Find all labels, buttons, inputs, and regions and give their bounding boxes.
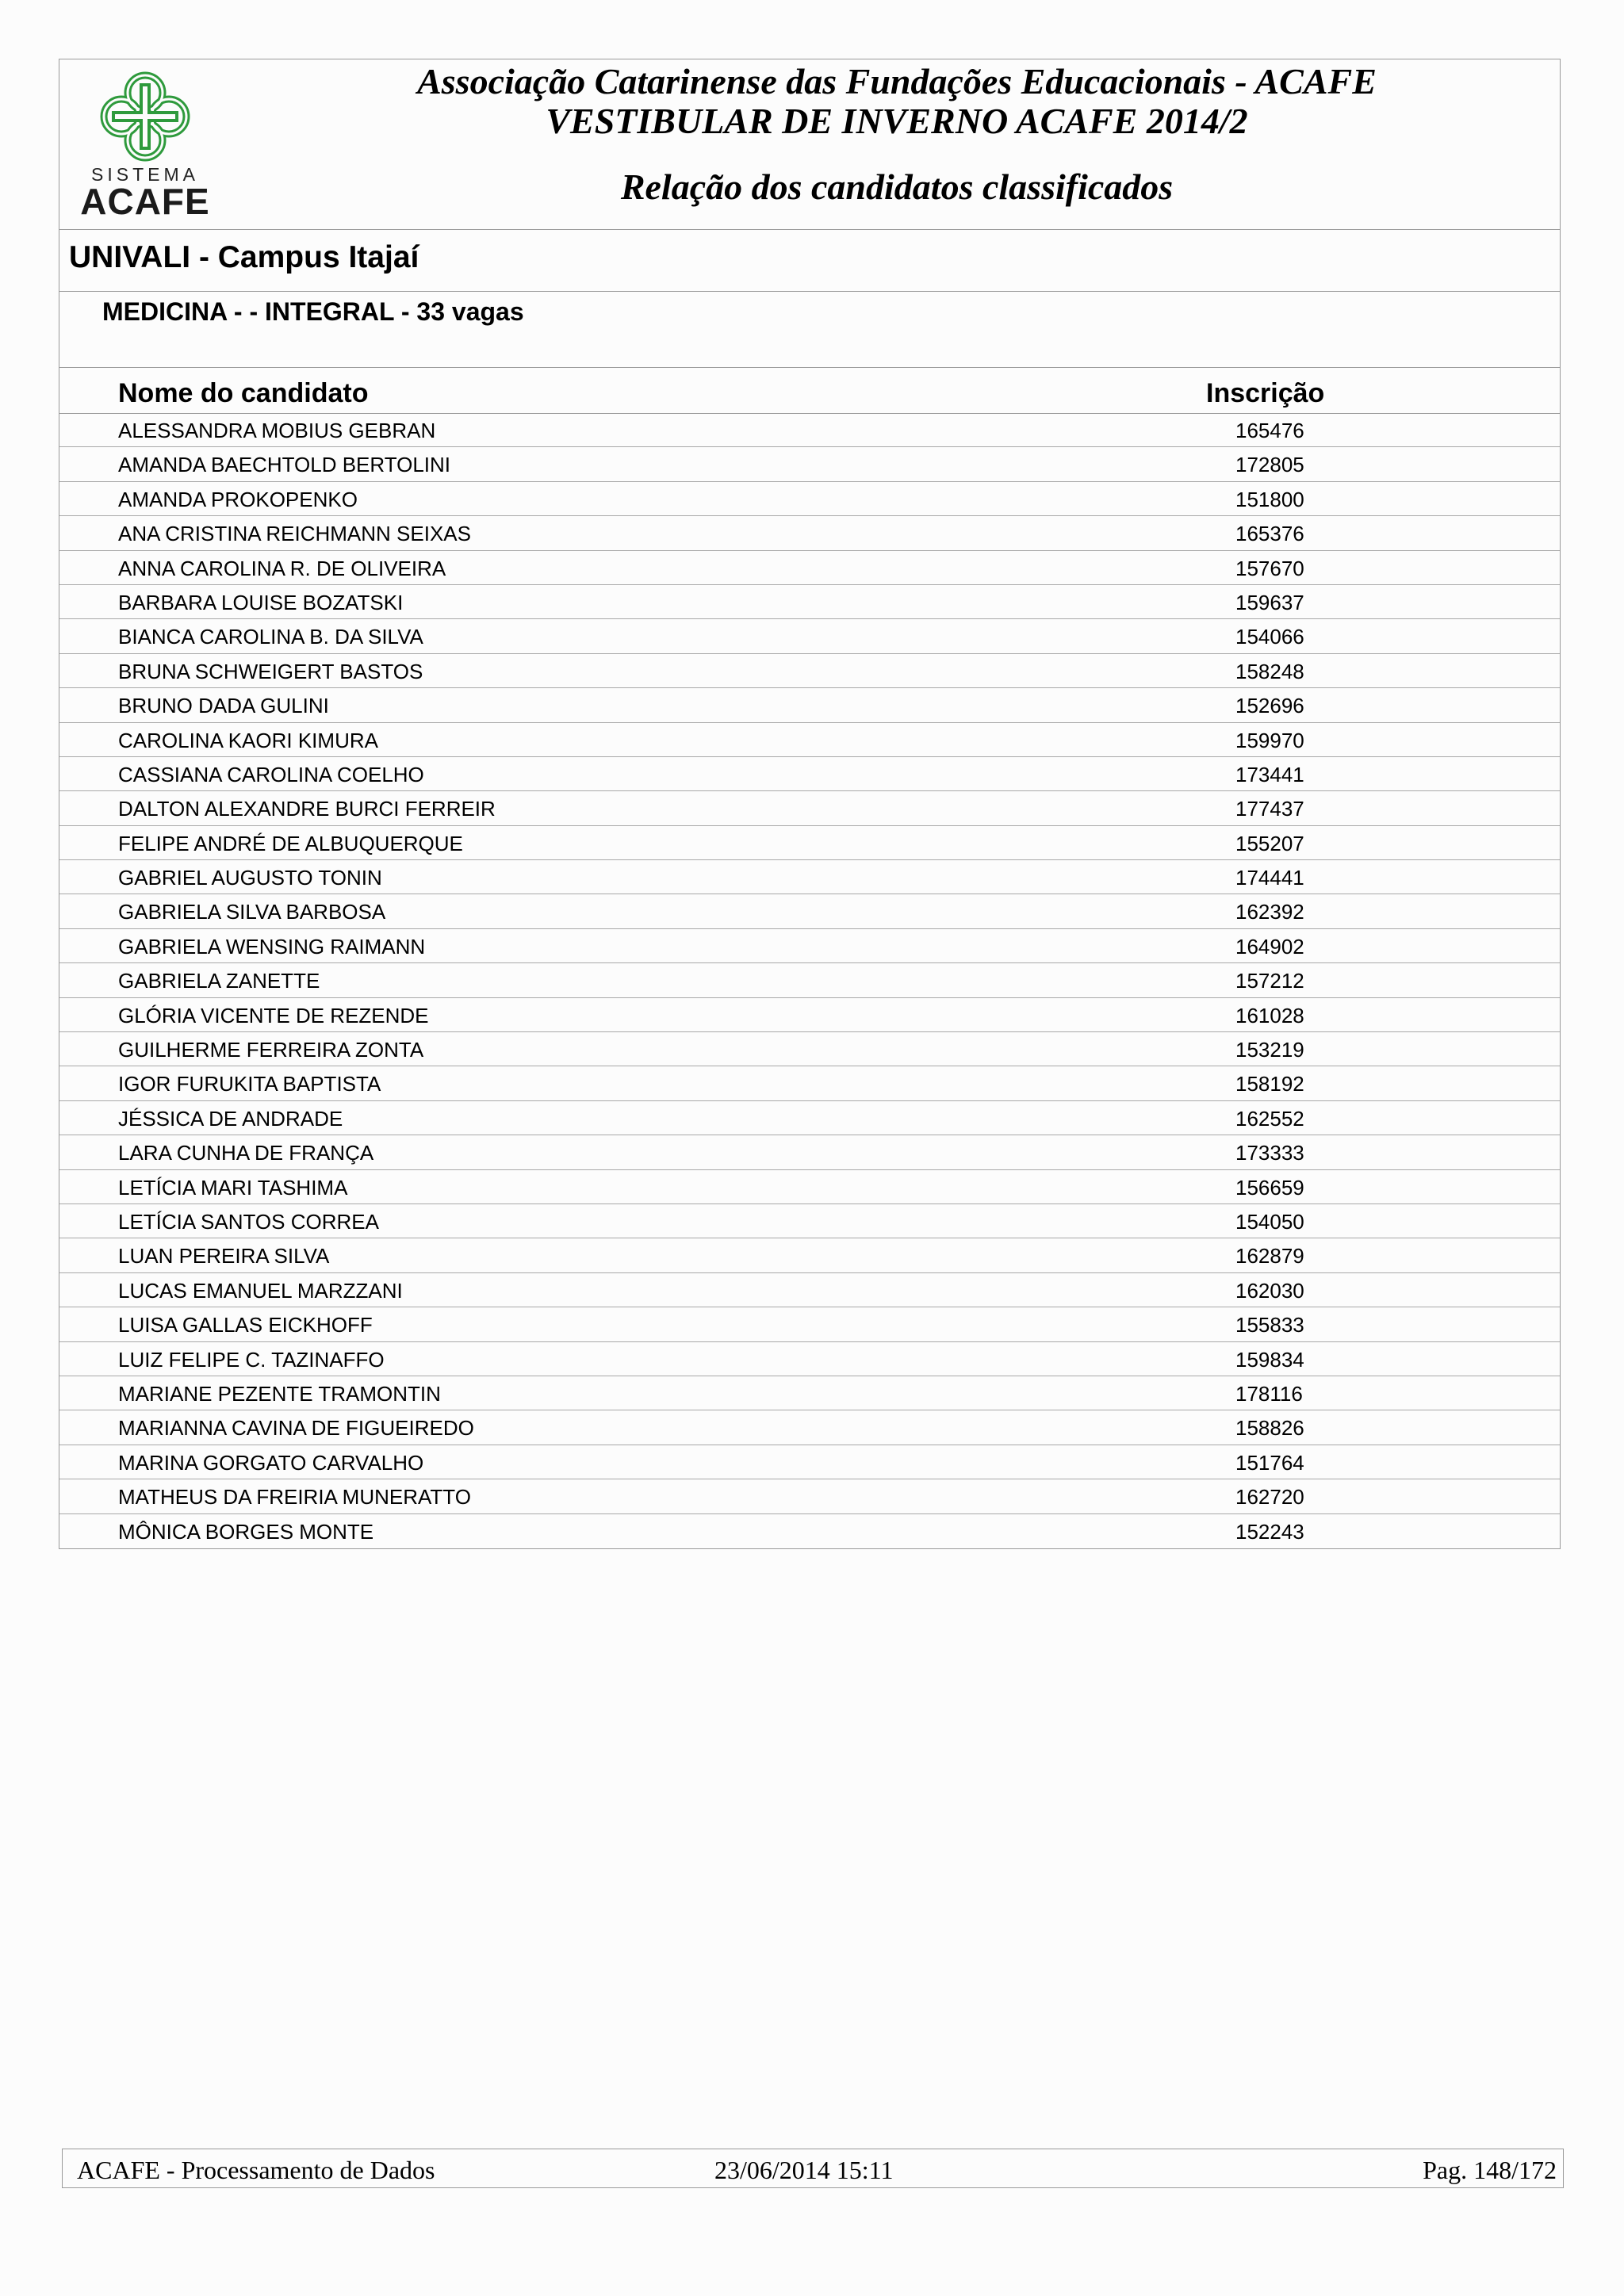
candidate-name: MATHEUS DA FREIRIA MUNERATTO	[118, 1485, 471, 1510]
table-row	[59, 1032, 1560, 1066]
table-row	[59, 688, 1560, 722]
course-name: MEDICINA - - INTEGRAL - 33 vagas	[102, 297, 524, 326]
candidate-name: ANA CRISTINA REICHMANN SEIXAS	[118, 522, 471, 546]
candidate-name: ANNA CAROLINA R. DE OLIVEIRA	[118, 556, 446, 580]
table-row	[59, 654, 1560, 688]
candidate-inscricao: 159834	[1235, 1347, 1304, 1372]
table-row	[59, 585, 1560, 619]
table-row	[59, 894, 1560, 928]
candidate-inscricao: 153219	[1235, 1038, 1304, 1062]
candidate-name: BRUNO DADA GULINI	[118, 694, 329, 718]
logo-sistema-text: SISTEMA	[91, 164, 199, 185]
table-row	[59, 619, 1560, 653]
candidates-table	[59, 413, 1560, 1548]
candidate-inscricao: 162720	[1235, 1485, 1304, 1510]
footer-page-number: Pag. 148/172	[1423, 2156, 1557, 2184]
table-row	[59, 1204, 1560, 1238]
candidate-name: LUAN PEREIRA SILVA	[118, 1244, 330, 1269]
table-row	[59, 963, 1560, 997]
logo-acafe-text: ACAFE	[80, 181, 210, 222]
candidate-inscricao: 173333	[1235, 1141, 1304, 1165]
table-row	[59, 826, 1560, 860]
candidate-name: LUISA GALLAS EICKHOFF	[118, 1313, 373, 1337]
table-row	[59, 929, 1560, 963]
candidate-inscricao: 152696	[1235, 694, 1304, 718]
column-header-inscricao: Inscrição	[1206, 378, 1325, 408]
footer-department: ACAFE - Processamento de Dados	[77, 2156, 435, 2184]
candidate-name: BARBARA LOUISE BOZATSKI	[118, 590, 404, 614]
candidate-inscricao: 159637	[1235, 590, 1304, 614]
candidate-name: GUILHERME FERREIRA ZONTA	[118, 1038, 424, 1062]
candidate-inscricao: 165376	[1235, 522, 1304, 546]
candidate-name: LETÍCIA SANTOS CORREA	[118, 1209, 379, 1234]
candidate-name: GABRIELA WENSING RAIMANN	[118, 934, 426, 959]
table-row	[59, 1479, 1560, 1513]
candidate-inscricao: 174441	[1235, 866, 1304, 890]
candidate-inscricao: 157670	[1235, 556, 1304, 580]
candidate-name: GABRIELA ZANETTE	[118, 969, 320, 993]
table-row	[59, 1342, 1560, 1376]
page-footer	[62, 2149, 1564, 2188]
candidate-inscricao: 164902	[1235, 934, 1304, 959]
candidate-inscricao: 156659	[1235, 1175, 1304, 1200]
table-row	[59, 516, 1560, 550]
footer-timestamp: 23/06/2014 15:11	[714, 2156, 894, 2184]
candidate-name: MARIANE PEZENTE TRAMONTIN	[118, 1381, 441, 1406]
candidate-inscricao: 154066	[1235, 625, 1304, 649]
table-row	[59, 413, 1560, 447]
exam-title: VESTIBULAR DE INVERNO ACAFE 2014/2	[546, 101, 1248, 141]
candidate-name: DALTON ALEXANDRE BURCI FERREIR	[118, 797, 496, 821]
candidate-name: BIANCA CAROLINA B. DA SILVA	[118, 625, 423, 649]
table-row	[59, 551, 1560, 585]
candidate-inscricao: 177437	[1235, 797, 1304, 821]
candidate-name: AMANDA PROKOPENKO	[118, 487, 358, 511]
institution-title: Associação Catarinense das Fundações Educacionais - ACAFE	[417, 61, 1377, 101]
candidate-name: GLÓRIA VICENTE DE REZENDE	[118, 1003, 429, 1027]
candidate-inscricao: 151800	[1235, 487, 1304, 511]
candidate-name: LETÍCIA MARI TASHIMA	[118, 1175, 348, 1200]
candidate-inscricao: 172805	[1235, 453, 1304, 477]
candidate-inscricao: 178116	[1235, 1381, 1303, 1406]
candidate-name: IGOR FURUKITA BAPTISTA	[118, 1072, 381, 1096]
table-row	[59, 447, 1560, 481]
candidate-inscricao: 151764	[1235, 1450, 1304, 1475]
candidate-inscricao: 173441	[1235, 762, 1304, 786]
candidate-inscricao: 157212	[1235, 969, 1304, 993]
course-row	[59, 291, 1560, 368]
table-row	[59, 1376, 1560, 1410]
table-row	[59, 1445, 1560, 1479]
list-title: Relação dos candidatos classificados	[620, 166, 1174, 207]
candidate-inscricao: 162552	[1235, 1106, 1304, 1131]
candidate-inscricao: 162879	[1235, 1244, 1304, 1269]
table-row	[59, 998, 1560, 1032]
table-row	[59, 1514, 1560, 1548]
table-row	[59, 1307, 1560, 1341]
document-header	[59, 59, 1560, 230]
table-row	[59, 860, 1560, 894]
campus-row	[59, 229, 1560, 292]
acafe-emblem-icon	[94, 69, 197, 164]
candidate-name: GABRIELA SILVA BARBOSA	[118, 900, 386, 924]
candidate-inscricao: 158248	[1235, 659, 1304, 683]
candidate-name: CAROLINA KAORI KIMURA	[118, 728, 378, 752]
candidate-name: MARINA GORGATO CARVALHO	[118, 1450, 424, 1475]
candidate-inscricao: 161028	[1235, 1003, 1304, 1027]
candidate-inscricao: 159970	[1235, 728, 1304, 752]
column-header-name: Nome do candidato	[118, 378, 369, 408]
table-row	[59, 1410, 1560, 1445]
candidate-inscricao: 155833	[1235, 1313, 1304, 1337]
table-row	[59, 723, 1560, 757]
candidate-name: LUCAS EMANUEL MARZZANI	[118, 1278, 403, 1303]
candidate-name: AMANDA BAECHTOLD BERTOLINI	[118, 453, 451, 477]
candidate-name: LARA CUNHA DE FRANÇA	[118, 1141, 374, 1165]
table-row	[59, 1135, 1560, 1169]
candidate-inscricao: 154050	[1235, 1209, 1304, 1234]
acafe-logo	[74, 69, 216, 220]
table-row	[59, 1170, 1560, 1204]
table-row	[59, 1101, 1560, 1135]
candidate-name: MÔNICA BORGES MONTE	[118, 1519, 374, 1544]
candidate-name: CASSIANA CAROLINA COELHO	[118, 762, 424, 786]
table-header	[59, 367, 1560, 414]
candidate-name: JÉSSICA DE ANDRADE	[118, 1106, 343, 1131]
candidate-name: BRUNA SCHWEIGERT BASTOS	[118, 659, 423, 683]
table-row	[59, 791, 1560, 825]
candidate-name: FELIPE ANDRÉ DE ALBUQUERQUE	[118, 831, 463, 855]
table-row	[59, 1238, 1560, 1272]
candidate-inscricao: 158192	[1235, 1072, 1304, 1096]
candidate-name: LUIZ FELIPE C. TAZINAFFO	[118, 1347, 385, 1372]
candidate-inscricao: 162030	[1235, 1278, 1304, 1303]
candidate-name: GABRIEL AUGUSTO TONIN	[118, 866, 382, 890]
candidate-inscricao: 158826	[1235, 1416, 1304, 1441]
candidate-inscricao: 165476	[1235, 419, 1304, 442]
table-row	[59, 757, 1560, 791]
candidate-inscricao: 162392	[1235, 900, 1304, 924]
candidate-name: ALESSANDRA MOBIUS GEBRAN	[118, 419, 436, 442]
candidate-inscricao: 152243	[1235, 1519, 1304, 1544]
table-row	[59, 482, 1560, 516]
campus-name: UNIVALI - Campus Itajaí	[69, 240, 419, 274]
table-row	[59, 1066, 1560, 1100]
table-row	[59, 1273, 1560, 1307]
candidate-name: MARIANNA CAVINA DE FIGUEIREDO	[118, 1416, 474, 1441]
document-frame	[59, 59, 1561, 1549]
candidate-inscricao: 155207	[1235, 831, 1304, 855]
